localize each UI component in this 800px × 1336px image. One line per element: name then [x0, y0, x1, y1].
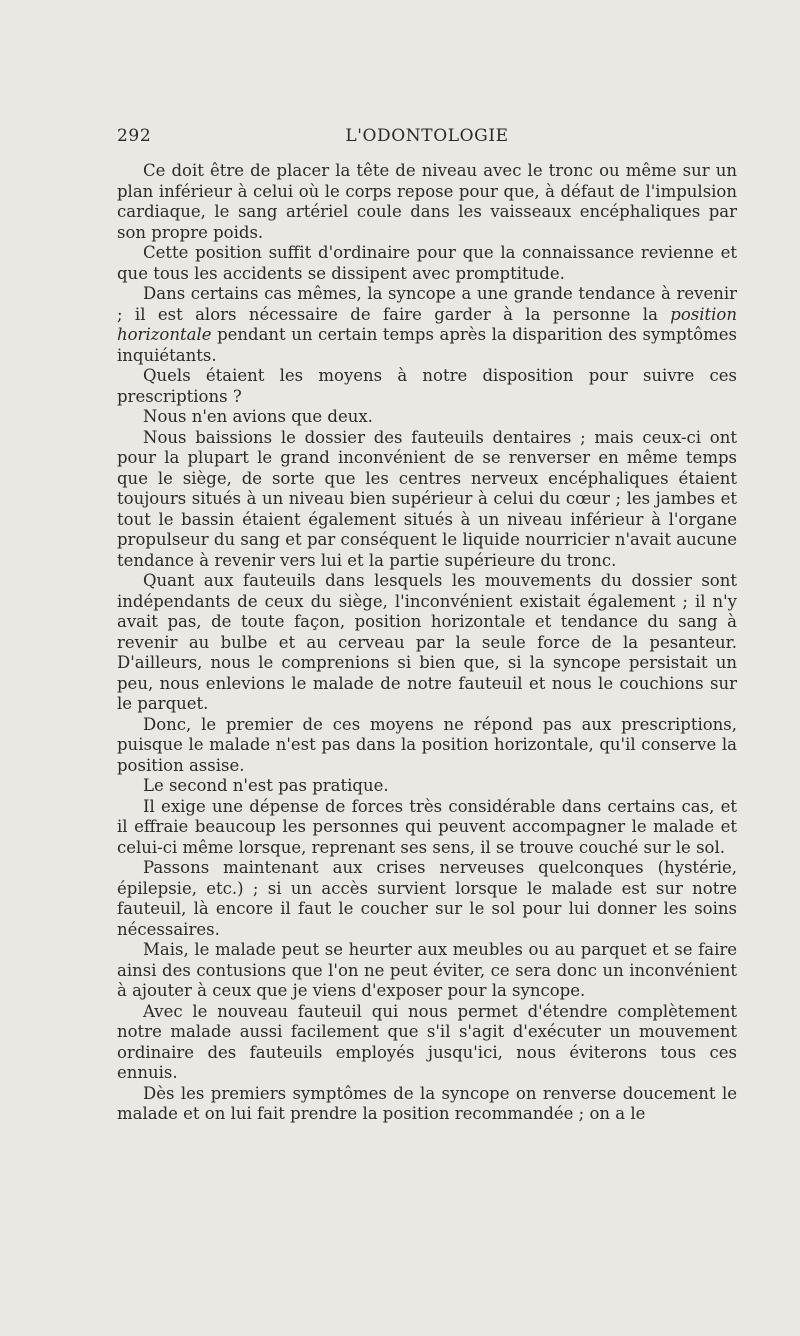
paragraph: Nous n'en avions que deux. [143, 407, 373, 426]
paragraph [117, 284, 737, 366]
paragraph: Avec le nouveau fauteuil qui nous permet d'étendre complètement notre malade aussi facilement que s'il s'agit d'exécuter un mouvement ordinaire des fauteuils employés jusqu'ici, nous éviterons tous ces ennuis. [117, 1001, 737, 1082]
paragraph: Quels étaient les moyens à notre disposition pour suivre ces prescriptions ? [117, 366, 737, 406]
paragraph: Dès les premiers symptômes de la syncope on renverse doucement le malade et on lui fait prendre la position recommandée ; on a le [117, 1083, 737, 1123]
body-text [117, 161, 737, 1125]
emphasis-text: position horizontale [117, 304, 737, 344]
paragraph: Il exige une dépense de forces très considérable dans certains cas, et il effraie beaucoup les personnes qui peuvent accompagner le malade et celui-ci même lorsque, reprenant ses sens, il se trouve couché sur le sol. [117, 796, 737, 857]
paragraph-text: Dans certains cas mêmes, la syncope a une grande tendance à revenir ; il est alors nécessaire de faire garder à la personne la [117, 284, 737, 324]
paragraph-text: pendant un certain temps après la disparition des symptômes inquiétants. [117, 325, 737, 365]
paragraph: Passons maintenant aux crises nerveuses quelconques (hystérie, épilepsie, etc.) ; si un accès survient lorsque le malade est sur notre fauteuil, là encore il faut le coucher sur le sol pour lui donner les soins nécessaires. [117, 858, 737, 939]
page-number: 292 [117, 126, 152, 146]
paragraph: Cette position suffit d'ordinaire pour que la connaissance revienne et que tous les accidents se dissipent avec promptitude. [117, 243, 737, 283]
paragraph: Ce doit être de placer la tête de niveau avec le tronc ou même sur un plan inférieur à celui où le corps repose pour que, à défaut de l'impulsion cardiaque, le sang artériel coule dans les vaisseaux encéphaliques par son propre poids. [117, 161, 737, 242]
paragraph: Quant aux fauteuils dans lesquels les mouvements du dossier sont indépendants de ceux du siège, l'inconvénient existait également ; il n'y avait pas, de toute façon, position horizontale et tendance du sang à revenir au bulbe et au cerveau par la seule force de la pesanteur. D'ailleurs, nous le comprenions si bien que, si la syncope persistait un peu, nous enlevions le malade de notre fauteuil et nous le couchions sur le parquet. [117, 571, 737, 713]
page-header [117, 126, 737, 154]
running-title: L'ODONTOLOGIE [345, 126, 509, 146]
paragraph: Le second n'est pas pratique. [143, 776, 389, 795]
paragraph: Mais, le malade peut se heurter aux meubles ou au parquet et se faire ainsi des contusions que l'on ne peut éviter, ce sera donc un inconvénient à ajouter à ceux que je viens d'exposer pour la syncope. [117, 940, 737, 1000]
paragraph: Donc, le premier de ces moyens ne répond pas aux prescriptions, puisque le malade n'est pas dans la position horizontale, qu'il conserve la position assise. [117, 714, 737, 775]
paragraph: Nous baissions le dossier des fauteuils dentaires ; mais ceux-ci ont pour la plupart le grand inconvénient de se renverser en même temps que le siège, de sorte que les centres nerveux encéphaliques étaient toujours situés à un niveau bien supérieur à celui du cœur ; les jambes et tout le bassin étaient également situés à un niveau inférieur à l'organe propulseur du sang et par conséquent le liquide nourricier n'avait aucune tendance à revenir vers lui et la partie supérieure du tronc. [117, 427, 737, 570]
